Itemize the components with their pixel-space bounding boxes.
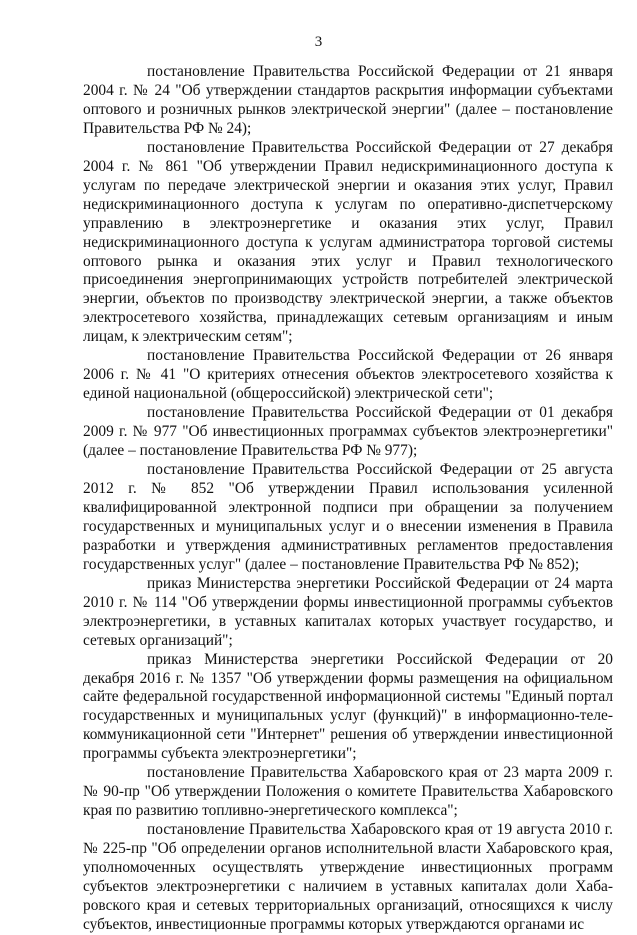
paragraph-resolution-861: постановление Правительства Российской Федерации от 27 декабря 2004 г. № 861 "Об утверждении Правил недискриминационного доступа к услугам по передаче электрической энергии и оказания этих услуг, Правил недискриминационного доступа к услугам по оперативно-диспетчерскому управлению в электроэнергетике и оказания этих услуг, Правил недискриминационного доступа к услугам администратора торговой системы оптового рынка и оказания этих услуг и Правил технологического присоединения энергопринимающих устройств потребителей электрической энергии, объектов по производству электрической энергии, а также объектов электросетевого хозяйства, принадлежащих сетевым организациям и иным лицам, к электрическим сетям"; [83,138,613,346]
document-body [83,63,613,935]
paragraph-order-114: приказ Министерства энергетики Российской Федерации от 24 марта 2010 г. № 114 "Об утверждении формы инвестиционной программы субъектов электроэнергетики, в уставных капиталах которых участвует государство, и сетевых организаций"; [83,574,613,649]
paragraph-resolution-24: постановление Правительства Российской Федерации от 21 января 2004 г. № 24 "Об утверждении стандартов раскрытия информации субъектами оптового и розничных рынков электрической энергии" (далее – постановление Правительства РФ № 24); [83,63,613,137]
paragraph-resolution-977: постановление Правительства Российской Федерации от 01 декабря 2009 г. № 977 "Об инвестиционных программах субъектов электроэнергетики" (далее – постановление Правительства РФ № 977); [83,404,613,460]
paragraph-resolution-852: постановление Правительства Российской Федерации от 25 августа 2012 г. № 852 "Об утверждении Правил использования усиленной квалифицированной электронной подписи при обращении за получением государственных и муниципальных услуг и о внесении изменения в Правила разработки и утверждения административных регламентов предоставления государственных услуг" (далее – постановление Правительства РФ № 852); [83,461,613,573]
page-number: 3 [314,34,323,50]
paragraph-resolution-225-pr: постановление Правительства Хабаровского края от 19 августа 2010 г. № 225-пр "Об определении органов исполнительной власти Хабаровского края, уполномоченных осуществлять утверждение инвестиционных программ субъектов электроэнергетики с наличием в уставных капиталах доли Хабаровского края и сетевых территориальных организаций, относящихся к числу субъектов, инвестиционные программы которых утверждаются органами ис [83,821,613,933]
paragraph-resolution-90-pr: постановление Правительства Хабаровского края от 23 марта 2009 г. № 90-пр "Об утверждении Положения о комитете Правительства Хабаровского края по развитию топливно-энергетического комплекса"; [83,764,613,820]
paragraph-resolution-41: постановление Правительства Российской Федерации от 26 января 2006 г. № 41 "О критериях отнесения объектов электросетевого хозяйства к единой национальной (общероссийской) электрической сети"; [83,347,613,403]
paragraph-order-1357: приказ Министерства энергетики Российской Федерации от 20 декабря 2016 г. № 1357 "Об утверждении формы размещения на официальном сайте федеральной государственной информационной системы "Единый портал государственных и муниципальных услуг (функций)" в информационно-телекоммуникационной сети "Интернет" решения об утверждении инвестиционной программы субъекта электроэнергетики"; [83,650,613,763]
